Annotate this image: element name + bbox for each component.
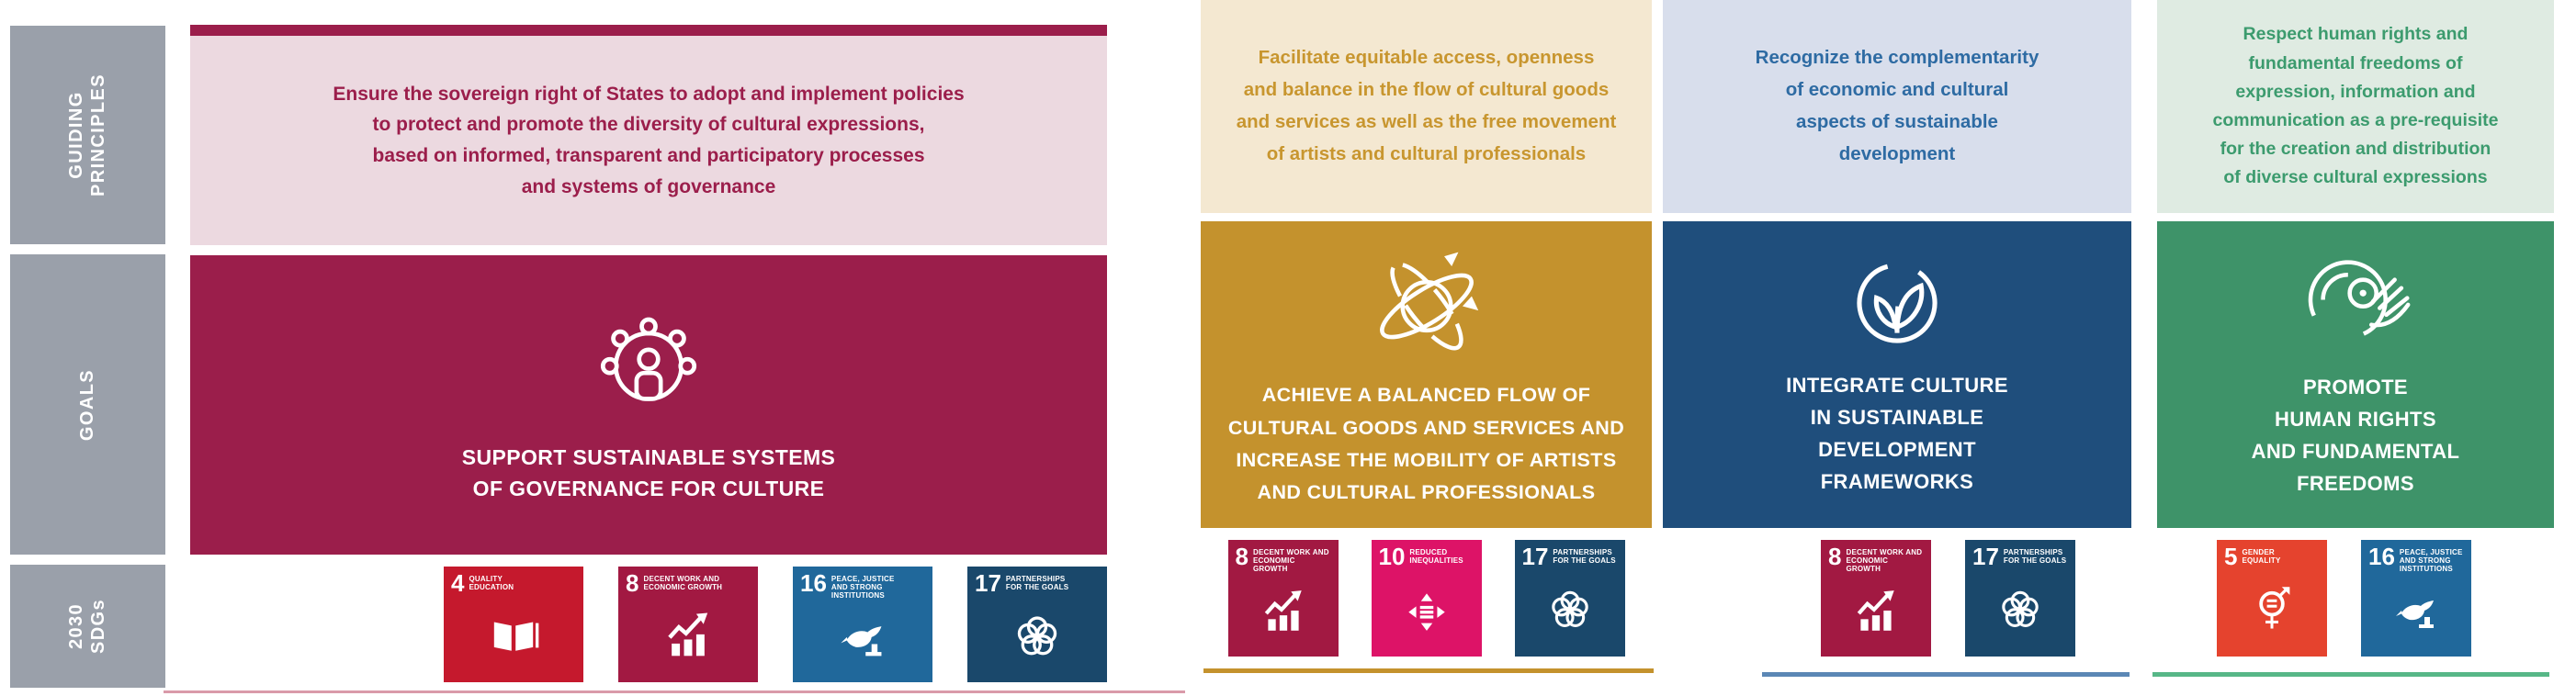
column2-principle-box (1201, 0, 1652, 213)
sdg-tile-5 (2217, 540, 2327, 657)
column3-underline (1762, 672, 2130, 677)
sdg-tile-4 (444, 567, 583, 682)
sdg-label: PEACE, JUSTICE AND STRONG INSTITUTIONS (830, 575, 895, 601)
sdg-label: PEACE, JUSTICE AND STRONG INSTITUTIONS (2399, 548, 2463, 574)
sdg-head (800, 569, 925, 601)
growth-chart-icon (661, 609, 715, 662)
sdg-label: DECENT WORK AND ECONOMIC GROWTH (1846, 548, 1923, 574)
sdg-tile-17 (1515, 540, 1625, 657)
sdg-head (1972, 543, 2068, 570)
column2-underline (1203, 668, 1654, 673)
sdg-art (2368, 574, 2464, 650)
goal-text-development: INTEGRATE CULTURE IN SUSTAINABLE DEVELOPMENT FRAMEWORKS (1786, 373, 2008, 494)
sdg-head (975, 569, 1100, 597)
column4-underline (2152, 672, 2549, 677)
sidebar-row-2030-sdgs (10, 565, 165, 688)
dove-icon (837, 612, 888, 664)
gender-symbol-icon (2246, 583, 2298, 634)
sdg-row-human-rights (2157, 540, 2576, 657)
leaf-circle-icon (1846, 252, 1949, 354)
sdg-number: 16 (800, 569, 827, 597)
sdg-art (1236, 574, 1331, 650)
open-book-icon (487, 609, 540, 662)
sdg-head (2224, 543, 2320, 570)
sdg-art (975, 594, 1100, 676)
column1-goal-box (190, 255, 1107, 555)
sdg-label: GENDER EQUALITY (2242, 548, 2281, 566)
principle-text-balanced-flow: Facilitate equitable access, openness and balance in the flow of cultural goods and services as well as the free movement of artists and cultural professionals (1236, 47, 1617, 164)
column3-goal-box (1663, 221, 2131, 528)
dove-icon (2392, 588, 2440, 635)
sdg-art (2224, 567, 2320, 650)
sdg-art (1828, 574, 1924, 650)
sdg-head (1521, 543, 1618, 570)
sdg-label: PARTNERSHIPS FOR THE GOALS (1005, 575, 1069, 592)
principle-text-development: Recognize the complementarity of economic and cultural aspects of sustainable development (1755, 47, 2039, 164)
goal-text-governance: SUPPORT SUSTAINABLE SYSTEMS OF GOVERNANCE FOR CULTURE (461, 444, 836, 500)
community-network-icon (580, 306, 717, 418)
column4-principle-box (2157, 0, 2554, 213)
goal-text-human-rights: PROMOTE HUMAN RIGHTS AND FUNDAMENTAL FREEDOMS (2251, 375, 2460, 496)
sdg-number: 4 (451, 569, 465, 597)
sdg-number: 17 (1521, 543, 1549, 570)
equality-arrows-icon (1402, 584, 1452, 634)
sdg-number: 10 (1378, 543, 1406, 570)
sdg-head (1378, 543, 1474, 570)
column1-principle-box (190, 36, 1107, 245)
sdg-head (451, 569, 576, 597)
sdg-number: 17 (975, 569, 1001, 597)
sdg-art (800, 601, 925, 676)
sidebar-row-guiding-principles (10, 26, 165, 244)
sdg-number: 8 (1828, 543, 1842, 570)
column1-top-bar (190, 25, 1107, 36)
sdg-label: DECENT WORK AND ECONOMIC GROWTH (643, 575, 723, 592)
sidebar-label-goals: GOALS (77, 368, 98, 441)
record-hand-icon (2291, 250, 2420, 358)
sdg-number: 8 (1235, 543, 1248, 570)
sdg-row-balanced-flow (1201, 540, 1652, 657)
circle-flower-icon (1545, 584, 1595, 634)
sdg-art (1379, 567, 1474, 650)
sdg-tile-16 (793, 567, 932, 682)
sdg-art (1972, 567, 2068, 650)
sdg-number: 16 (2368, 543, 2395, 570)
sdg-tile-10 (1372, 540, 1482, 657)
column2-goal-box (1201, 221, 1652, 528)
growth-chart-icon (1851, 587, 1901, 636)
circle-flower-icon (1995, 584, 2045, 634)
sdg-number: 5 (2224, 543, 2238, 570)
sdg-tile-17 (1965, 540, 2075, 657)
circle-flower-icon (1011, 609, 1064, 662)
sdg-number: 8 (626, 569, 639, 597)
sdg-head (2368, 543, 2464, 574)
orbit-exchange-icon (1362, 240, 1491, 365)
column4-goal-box (2157, 221, 2554, 528)
sdg-art (626, 594, 751, 676)
sidebar-row-goals (10, 254, 165, 555)
sidebar-label-guiding-principles: GUIDING PRINCIPLES (66, 73, 109, 197)
sdg-tile-8 (618, 567, 758, 682)
column3-principle-box (1663, 0, 2131, 213)
sdg-row-governance (190, 567, 1107, 682)
sdg-art (1522, 567, 1618, 650)
goal-text-balanced-flow: ACHIEVE A BALANCED FLOW OF CULTURAL GOODS AND SERVICES AND INCREASE THE MOBILITY OF ARTISTS AND CULTURAL PROFESSIONALS (1227, 384, 1625, 504)
sdg-tile-16 (2361, 540, 2471, 657)
principle-text-human-rights: Respect human rights and fundamental freedoms of expression, information and communication as a pre-requisite for the creation and distribution of diverse cultural expressions (2212, 24, 2499, 188)
sdg-label: QUALITY EDUCATION (469, 575, 514, 592)
sdg-head (1828, 543, 1924, 574)
sidebar-label-2030-sdgs: 2030 SDGs (66, 598, 109, 655)
sdg-label: PARTNERSHIPS FOR THE GOALS (1553, 548, 1616, 566)
sdg-number: 17 (1972, 543, 1999, 570)
principle-text-governance: Ensure the sovereign right of States to adopt and implement policies to protect and promote the diversity of cultural expressions, based on informed, transparent and participatory processes and systems of governance (333, 83, 965, 197)
sdg-tile-17 (967, 567, 1107, 682)
sdg-tile-8 (1821, 540, 1931, 657)
sdg-tile-8 (1228, 540, 1339, 657)
column1-underline (164, 690, 1185, 693)
sdg-head (1235, 543, 1331, 574)
sdg-art (451, 594, 576, 676)
sdg-label: DECENT WORK AND ECONOMIC GROWTH (1252, 548, 1329, 574)
sdg-label: PARTNERSHIPS FOR THE GOALS (2003, 548, 2067, 566)
growth-chart-icon (1259, 587, 1308, 636)
sdg-head (626, 569, 751, 597)
sdg-label: REDUCED INEQUALITIES (1409, 548, 1463, 566)
